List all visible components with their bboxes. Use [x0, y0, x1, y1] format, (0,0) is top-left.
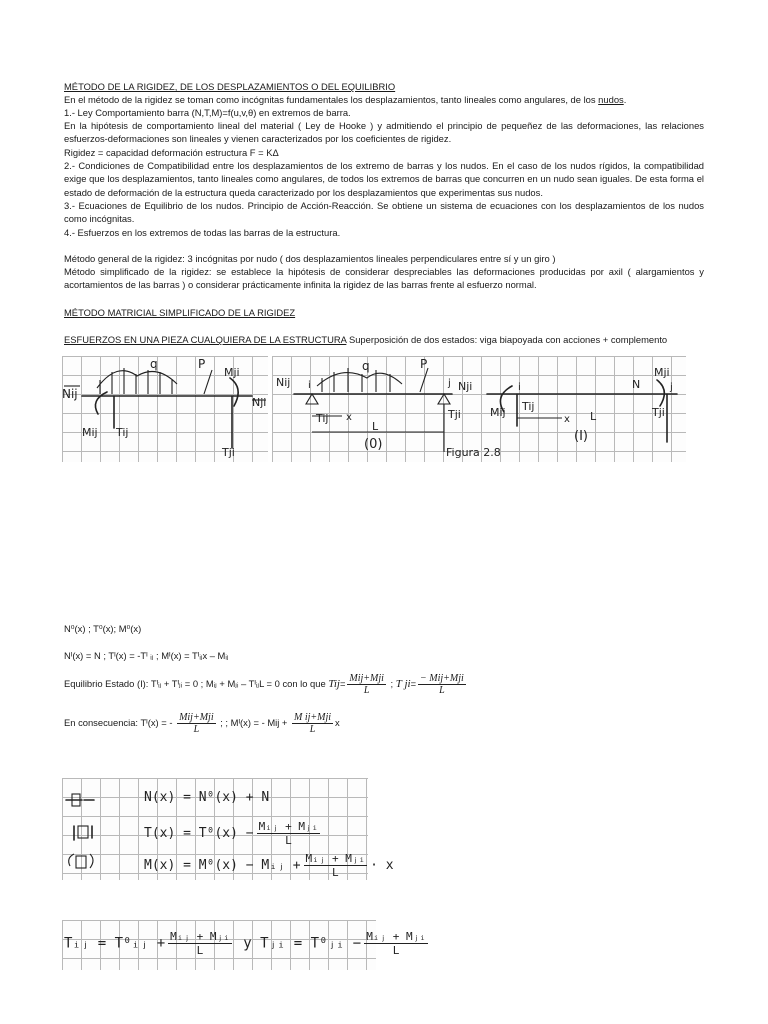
fraction-m — [292, 712, 333, 735]
nji-label-left: Nji — [252, 396, 267, 409]
handwritten-results-1 — [62, 778, 394, 880]
paragraph-metodo-general: Método general de la rigidez: 3 incógnitas por nudo ( dos desplazamientos lineales perpendiculares entre sí y un giro ) — [64, 253, 556, 264]
load-p-label-right: P — [420, 357, 428, 371]
paragraph-1: 1.- Ley Comportamiento barra (N,T,M)=f(u,v,θ) en extremos de barra. — [64, 107, 351, 118]
node-i-label-state0: i — [308, 380, 311, 391]
tij-label-left: Tij — [116, 426, 129, 439]
paragraph-hooke: En la hipótesis de comportamiento lineal del material ( Ley de Hooke ) y admitiendo el principio de pequeñez de las deformaciones, las relaciones esfuerzos-deformaciones son lineales y vienen caracterizados por los coeficientes de rigidez. — [64, 120, 704, 145]
intro-text: En el método de la rigidez se toman como incógnitas fundamentales los desplazamientos, tanto lineales como angulares, de los — [64, 94, 599, 105]
tji-label-state1: Tji — [652, 406, 665, 419]
hw-shear-equation — [144, 820, 323, 847]
mij-label-state1: Mij — [490, 406, 506, 419]
equilibrium-text: Equilibrio Estado (I): Tᴵᵢⱼ + Tᴵⱼᵢ = 0 ; Mᵢⱼ + Mⱼᵢ – TᴵᵢⱼL = 0 con lo que — [64, 677, 329, 689]
fraction-m-denominator: L — [309, 724, 316, 735]
equation-state1: Nᴵ(x) = N ; Tᴵ(x) = -Tᴵ ᵢⱼ ; Mᴵ(x) = Tᴵᵢⱼx – Mᵢⱼ — [64, 650, 229, 661]
hw-shear-fraction — [257, 820, 321, 847]
equation-separator: ; — [387, 677, 396, 689]
equation-equilibrium: Equilibrio Estado (I): Tᴵᵢⱼ + Tᴵⱼᵢ = 0 ; Mᵢⱼ + Mⱼᵢ – TᴵᵢⱼL = 0 con lo que Tij= $\frac{\text{Mij+Mji}}{L}$ ; T ji= $\frac{\text{− Mij+Mji}}{L}$ — [64, 673, 464, 696]
state-1-label: (I) — [574, 429, 588, 444]
tji-label-left: Tji — [222, 446, 235, 459]
figure-left-drawing — [62, 356, 268, 462]
figure-right-panel — [272, 356, 686, 462]
nji-label-state0: Nji — [458, 380, 473, 393]
figure-left-panel — [62, 356, 268, 462]
consequence-end: x — [335, 716, 340, 728]
hw-moment-end: · x — [370, 858, 394, 873]
consequence-mid: ; ; Mᴵ(x) = - Mij + — [217, 716, 291, 728]
fraction-tji-numerator: − Mij+Mji — [420, 673, 464, 684]
handwritten-results-2 — [62, 920, 426, 970]
hw-shear-denominator: L — [285, 834, 292, 847]
paragraph-metodo-simplificado: Método simplificado de la rigidez: se establece la hipótesis de considerar despreciables las deformaciones producidas por axil ( alargamientos y acortamientos de las barras ) o considerar prácticamente infinita la rigidez de las barras frente al esfuerzo normal. — [64, 266, 704, 291]
tji-symbol: T ji — [395, 677, 411, 690]
hw-moment-equation — [144, 852, 394, 879]
intro-paragraph — [64, 93, 704, 106]
hw-tij-denominator: L — [196, 944, 204, 957]
fraction-tij-numerator: Mij+Mji — [349, 673, 384, 684]
section-esfuerzos — [64, 333, 704, 346]
n-label-state1: N — [632, 378, 641, 391]
length-l-label-state1: L — [590, 410, 597, 423]
hw-moment-text: M(x) = M⁰(x) − Mᵢⱼ + — [144, 858, 301, 873]
hw-tij-fraction — [168, 930, 232, 957]
hw-tji-text: Tⱼᵢ = T⁰ⱼᵢ − — [260, 935, 362, 952]
fraction-t-denominator: L — [193, 724, 200, 735]
paragraph-esfuerzos: 4.- Esfuerzos en los extremos de todas las barras de la estructura. — [64, 227, 341, 238]
figure-right-drawing — [272, 356, 686, 462]
equation-state0: N⁰(x) ; T⁰(x); M⁰(x) — [64, 623, 142, 634]
hw-conjunction: y — [243, 935, 252, 952]
hw-tji-fraction — [364, 930, 428, 957]
mji-label-left: Mji — [224, 366, 240, 379]
fraction-t — [177, 712, 216, 735]
equation-consequence — [64, 712, 340, 735]
intro-end: . — [623, 94, 627, 105]
hw-moment-numerator: Mᵢⱼ + Mⱼᵢ — [305, 852, 366, 865]
nij-label-left: Nij — [62, 387, 78, 401]
hw-end-shear-equation — [64, 930, 431, 957]
tij-label-state0: Tij — [316, 412, 329, 425]
x-axis-label-state0: x — [346, 412, 352, 423]
load-q-label: q — [150, 357, 158, 371]
section-esfuerzos-subtitle: Superposición de dos estados: viga biapoyada con acciones + complemento — [346, 334, 668, 345]
nudos-link[interactable]: nudos — [598, 94, 624, 105]
figure-caption: Figura 2.8 — [446, 446, 501, 459]
section-esfuerzos-title: ESFUERZOS EN UNA PIEZA CUALQUIERA DE LA ESTRUCTURA — [64, 334, 347, 345]
hw-tij-text: Tᵢⱼ = T⁰ᵢⱼ + — [64, 935, 166, 952]
state-0-label: (0) — [364, 437, 383, 452]
load-p-label: P — [198, 357, 206, 371]
fraction-m-numerator: M ij+Mji — [294, 712, 332, 723]
consequence-text: En consecuencia: Tᴵ(x) = - — [64, 716, 176, 728]
fraction-tji-denominator: L — [439, 685, 445, 696]
hw-normal-equation: N(x) = N⁰(x) + N — [144, 790, 270, 805]
fraction-tji — [418, 673, 466, 696]
section-title-matricial: MÉTODO MATRICIAL SIMPLIFICADO DE LA RIGIDEZ — [64, 307, 296, 318]
hw-moment-denominator: L — [332, 866, 339, 879]
fraction-tij — [347, 673, 386, 696]
paragraph-rigidez: Rigidez = capacidad deformación estructura F = KΔ — [64, 147, 279, 158]
fraction-t-numerator: Mij+Mji — [179, 712, 214, 723]
node-i-label-state1: i — [518, 382, 521, 393]
hw-shear-numerator: Mᵢⱼ + Mⱼᵢ — [258, 820, 319, 833]
nij-label-state0: Nij — [276, 376, 291, 389]
hw-shear-text: T(x) = T⁰(x) − — [144, 826, 254, 841]
paragraph-compatibilidad: 2.- Condiciones de Compatibilidad entre los desplazamientos de los extremo de barras y los nudos. En el caso de los nudos rígidos, la compatibilidad exige que los desplazamientos, tanto lineales como angulares, de todos los extremos de barras que concurren en un nudo sean iguales. De esta forma el estado de deformación de la estructura queda caracterizado por los desplazamientos que experimentas sus nudos. — [64, 160, 704, 198]
hw-tji-numerator: Mᵢⱼ + Mⱼᵢ — [366, 930, 426, 943]
tij-symbol: Tij — [328, 677, 340, 690]
hw-moment-fraction — [304, 852, 368, 879]
node-j-label-state1: j — [670, 382, 673, 393]
hw-tji-denominator: L — [392, 944, 400, 957]
node-j-label-state0: j — [448, 378, 451, 389]
mij-label-left: Mij — [82, 426, 98, 439]
fraction-tij-denominator: L — [363, 685, 370, 696]
load-q-label-right: q — [362, 359, 370, 373]
length-l-label-state0: L — [372, 420, 379, 433]
tij-label-state1: Tij — [522, 400, 535, 413]
x-axis-label-state1: x — [564, 414, 570, 425]
tji-label-state0: Tji — [448, 408, 461, 421]
paragraph-equilibrio: 3.- Ecuaciones de Equilibrio de los nudos. Principio de Acción-Reacción. Se obtiene un sistema de ecuaciones con los desplazamientos de los nudos como incógnitas. — [64, 200, 704, 225]
document-title: MÉTODO DE LA RIGIDEZ, DE LOS DESPLAZAMIENTOS O DEL EQUILIBRIO — [64, 81, 396, 92]
mji-label-state1: Mji — [654, 366, 670, 379]
hw-tij-numerator: Mᵢⱼ + Mⱼᵢ — [170, 930, 230, 943]
